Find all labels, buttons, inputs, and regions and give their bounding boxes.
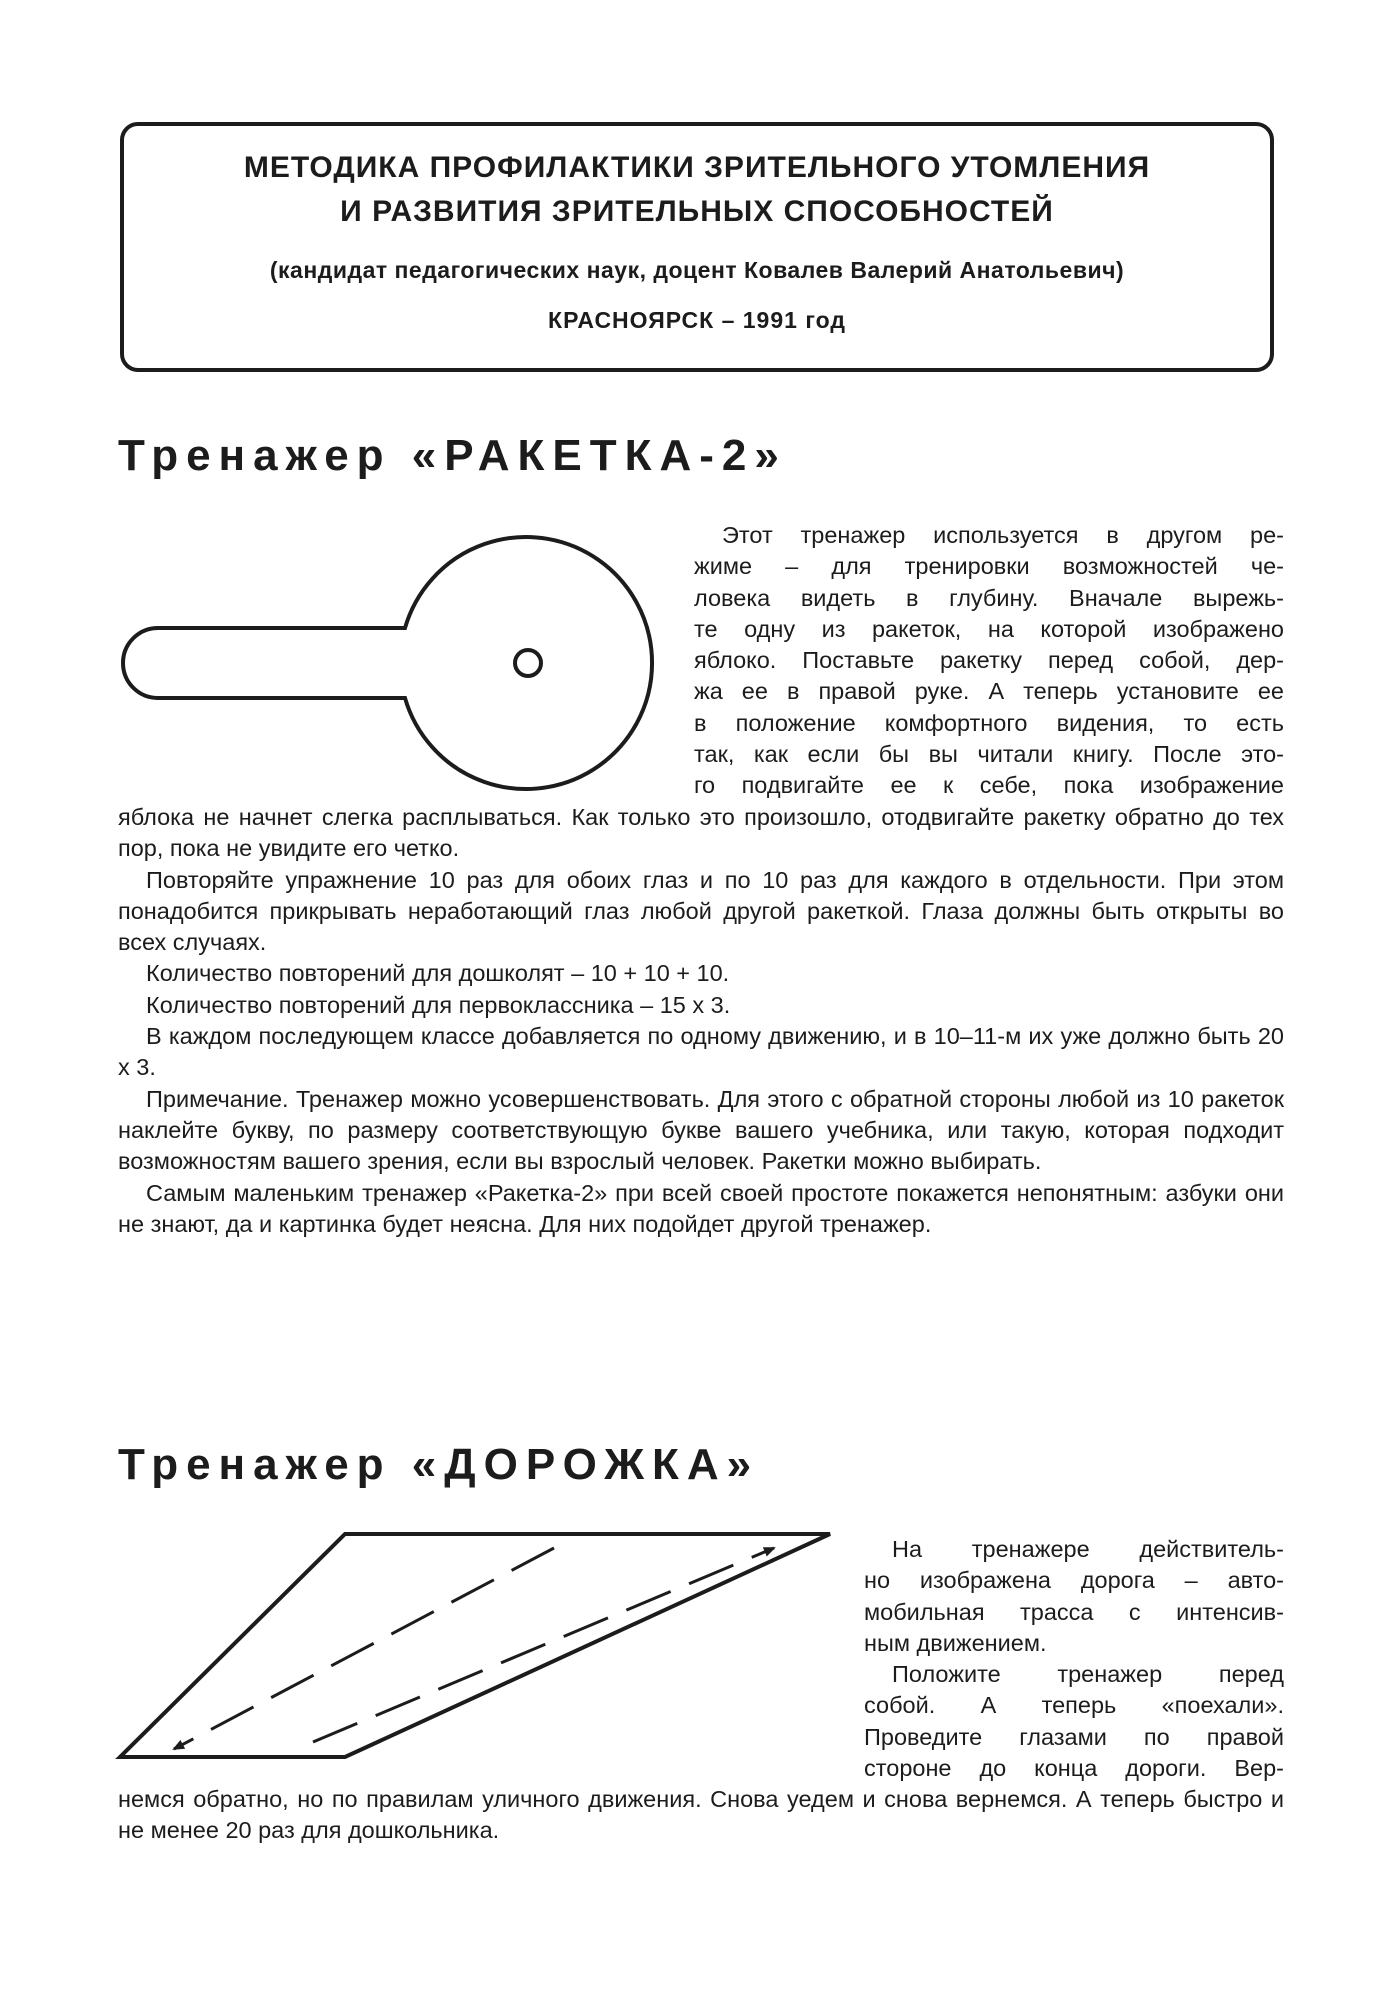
wrap-line: го подвигайте ее к себе, пока изображение xyxy=(694,772,1284,799)
paragraph: Самым маленьким тренажер «Ракетка-2» при всей своей простоте покажется непонятным: азбуки они не знают, да и картинка будет неясна. Для них подойдет другой тренажер. xyxy=(118,1179,1284,1237)
wrap-line: жа ее в правой руке. А теперь установите ее xyxy=(694,678,1284,705)
road-arrow-right-lane xyxy=(313,1548,774,1742)
document-title-line-1: МЕТОДИКА ПРОФИЛАКТИКИ ЗРИТЕЛЬНОГО УТОМЛЕНИЯ xyxy=(243,151,1151,184)
wrap-line: Проведите глазами по правой xyxy=(864,1723,1284,1750)
document-title-line-2: И РАЗВИТИЯ ЗРИТЕЛЬНЫХ СПОСОБНОСТЕЙ xyxy=(340,195,1054,228)
wrap-line: жиме – для тренировки возможностей че- xyxy=(694,553,1284,580)
paragraph: немся обратно, но по правилам уличного движения. Снова уедем и снова вернемся. А теперь быстро и не менее 20 раз для дошкольника. xyxy=(118,1786,1284,1844)
wrap-line: ловека видеть в глубину. Вначале вырежь- xyxy=(694,584,1284,611)
wrap-line: На тренажере действитель- xyxy=(892,1536,1284,1562)
paragraph: яблока не начнет слегка расплываться. Как только это произошло, отодвигайте ракетку обратно до тех пор, пока не увидите его четко. xyxy=(118,804,1284,862)
racket-illustration xyxy=(118,528,658,818)
wrap-line: Этот тренажер используется в другом ре- xyxy=(722,522,1284,548)
header-box xyxy=(120,122,1274,372)
paragraph: Количество повторений для дошколят – 10 + 10 + 10. xyxy=(146,960,730,987)
section-1-wrap-text xyxy=(694,520,1284,802)
road-outline xyxy=(120,1534,830,1757)
wrap-line: яблоко. Поставьте ракетку перед собой, дер- xyxy=(694,647,1284,674)
section-2-title: Тренажер «ДОРОЖКА» xyxy=(118,1440,760,1489)
section-2-body xyxy=(118,1784,1284,1847)
wrap-line: собой. А теперь «поехали». xyxy=(864,1692,1284,1719)
paragraph: Повторяйте упражнение 10 раз для обоих глаз и по 10 раз для каждого в отдельности. При этом понадобится прикрывать неработающий глаз любой другой ракеткой. Глаза должны быть открыты во всех случаях. xyxy=(118,866,1284,956)
wrap-line: так, как если бы вы читали книгу. После это- xyxy=(694,741,1284,768)
wrap-line: но изображена дорога – авто- xyxy=(864,1567,1284,1594)
racket-center-mark xyxy=(515,650,541,676)
section-2-wrap-text xyxy=(864,1534,1284,1784)
paragraph: Примечание. Тренажер можно усовершенствовать. Для этого с обратной стороны любой из 10 ракеток наклейте букву, по размеру соответствующую букве вашего учебника, или такую, которая подходит возможностям вашего зрения, если вы взрослый человек. Ракетки можно выбирать. xyxy=(118,1085,1284,1175)
document-author: (кандидат педагогических наук, доцент Ковалев Валерий Анатольевич) xyxy=(269,257,1125,283)
road-illustration xyxy=(118,1532,838,1782)
section-1-title: Тренажер «РАКЕТКА-2» xyxy=(118,431,787,480)
paragraph: В каждом последующем классе добавляется по одному движению, и в 10–11-м их уже должно быть 20 х 3. xyxy=(118,1023,1284,1081)
section-1-body xyxy=(118,802,1284,1240)
document-city-year: КРАСНОЯРСК – 1991 год xyxy=(548,307,846,333)
paragraph: Количество повторений для первоклассника – 15 х 3. xyxy=(146,991,731,1018)
wrap-line: ным движением. xyxy=(864,1629,1047,1656)
wrap-line: стороне до конца дороги. Вер- xyxy=(864,1755,1284,1782)
wrap-line: в положение комфортного видения, то есть xyxy=(694,709,1284,736)
wrap-line: мобильная трасса с интенсив- xyxy=(864,1598,1284,1625)
racket-outline xyxy=(123,537,652,789)
wrap-line: Положите тренажер перед xyxy=(892,1661,1284,1688)
wrap-line: те одну из ракеток, на которой изображено xyxy=(694,615,1284,642)
